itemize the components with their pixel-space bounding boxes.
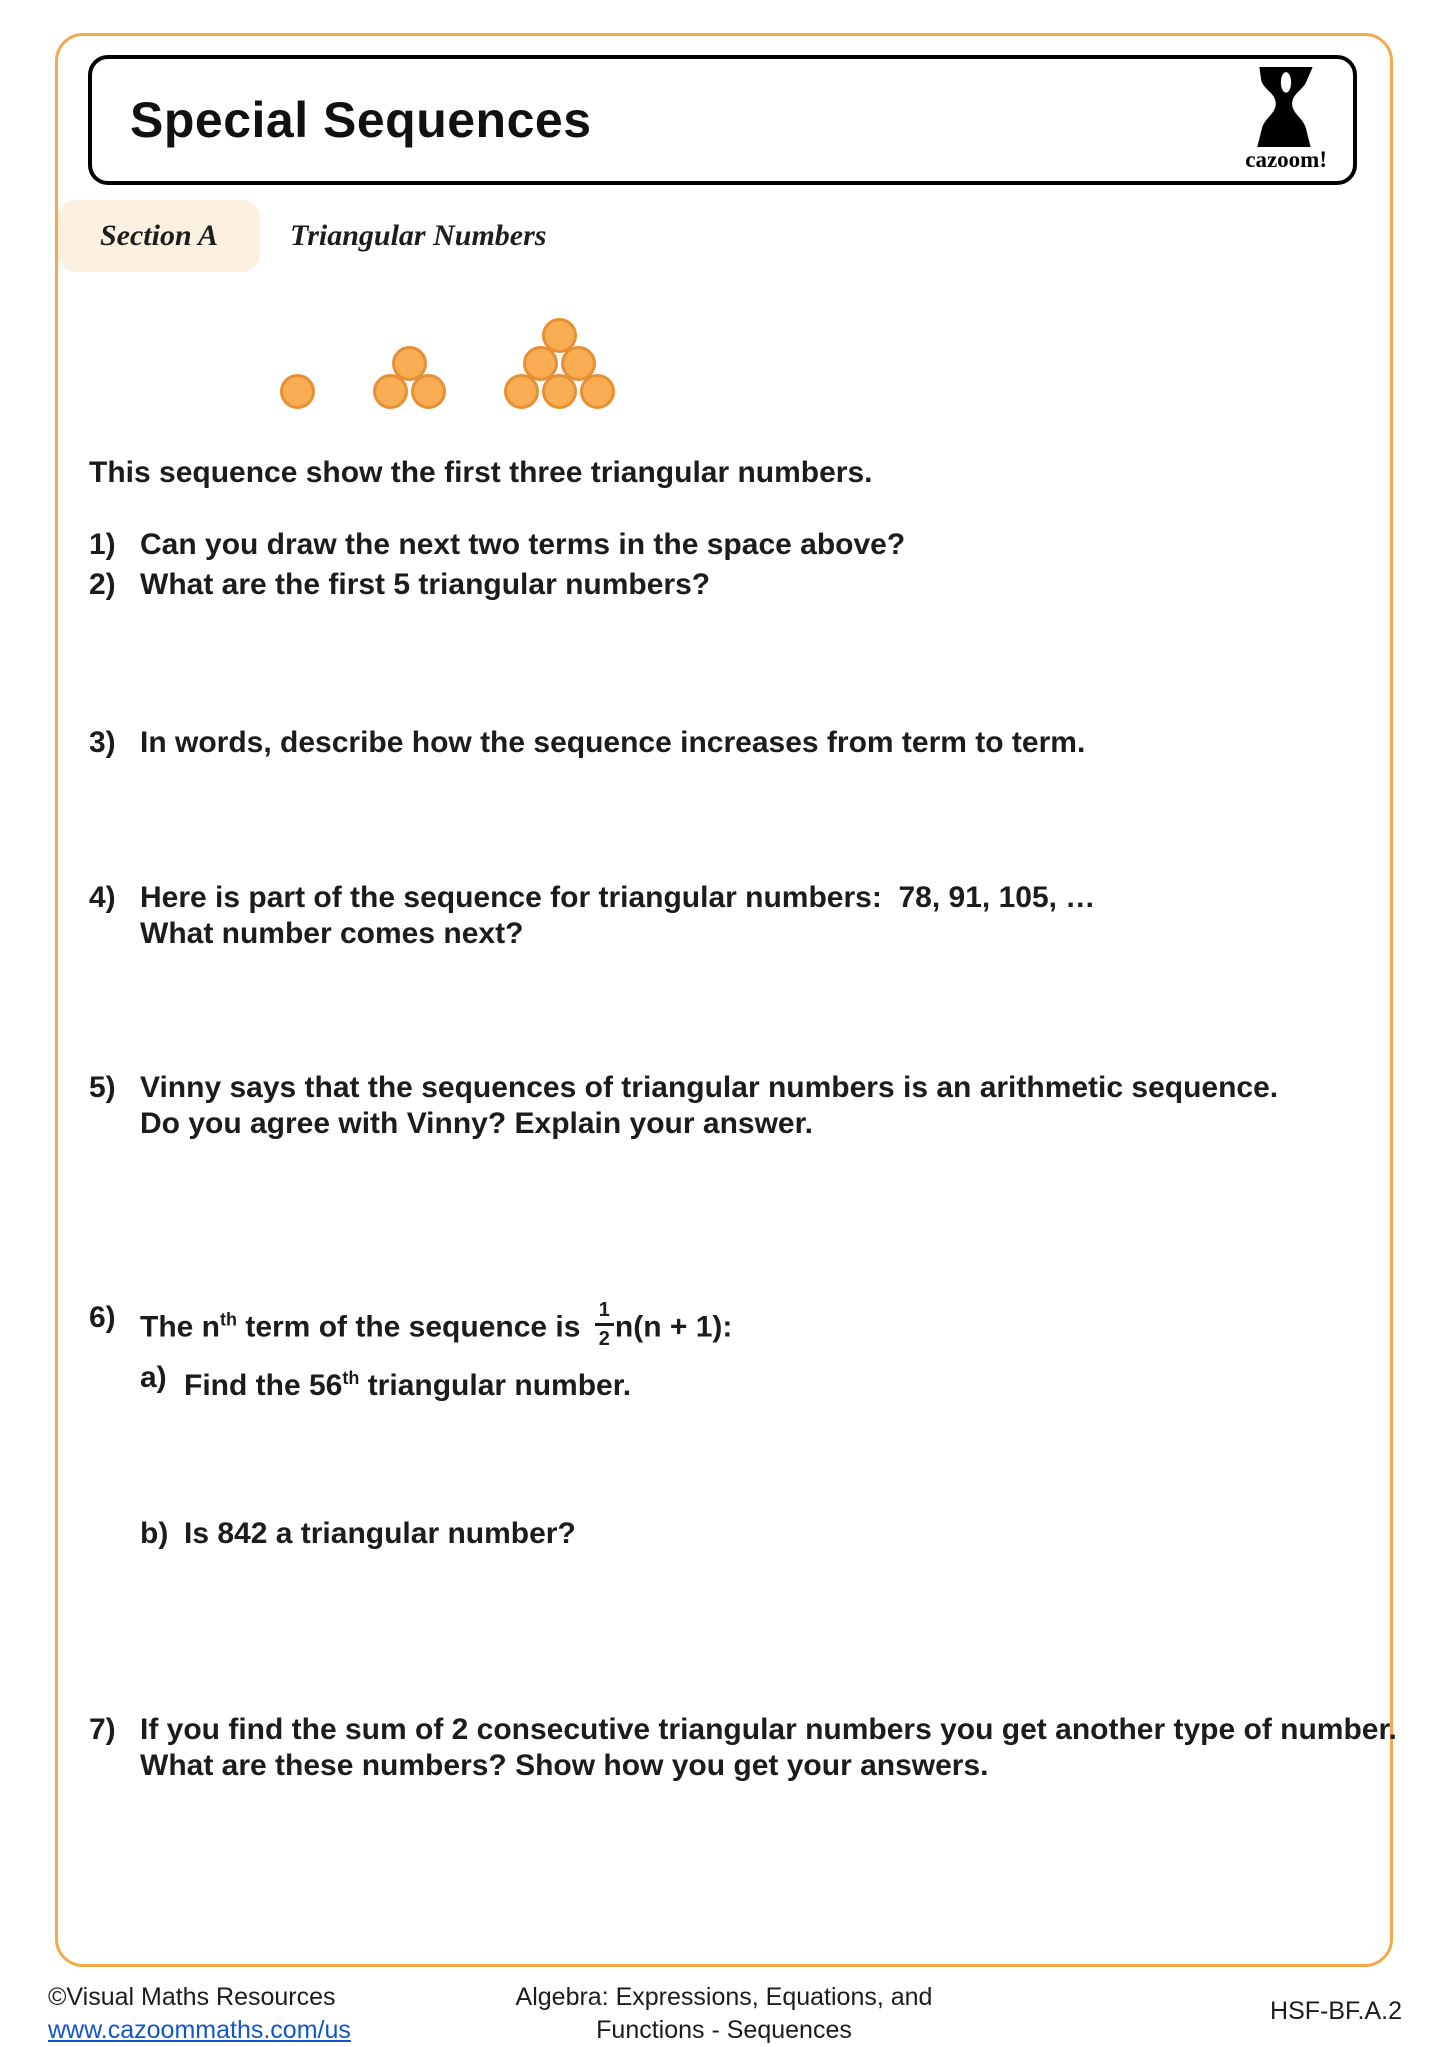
footer-topic-line2: Functions - Sequences	[596, 2016, 852, 2044]
question-4-line2: What number comes next?	[140, 917, 524, 950]
question-6-part2: term of the sequence is	[237, 1310, 589, 1344]
section-label: Section A	[99, 219, 219, 252]
question-4	[89, 880, 1095, 952]
diagram-term-2	[373, 346, 446, 409]
counter-circle	[280, 374, 315, 409]
section-heading	[290, 200, 546, 272]
cazoom-logo	[1245, 67, 1327, 173]
question-4-line1: Here is part of the sequence for triangular numbers: 78, 91, 105, …	[140, 881, 1096, 914]
fraction-denominator: 2	[598, 1328, 610, 1350]
section-heading-text: Triangular Numbers	[290, 219, 547, 252]
question-1-number: 1)	[89, 528, 116, 561]
question-3	[89, 725, 1085, 761]
header	[88, 55, 1357, 185]
fraction-one-half	[595, 1300, 614, 1349]
question-6a-superscript: th	[342, 1368, 360, 1388]
question-6-number: 6)	[89, 1301, 116, 1334]
question-7	[89, 1712, 1397, 1784]
question-6a-part2: triangular number.	[359, 1369, 632, 1402]
copyright-text: ©Visual Maths Resources	[48, 1983, 336, 2011]
standard-code: HSF-BF.A.2	[1270, 1997, 1402, 2025]
question-4-number: 4)	[89, 881, 116, 914]
question-6b-text: Is 842 a triangular number?	[184, 1517, 576, 1550]
question-7-text	[140, 1712, 1397, 1784]
section-badge	[58, 200, 260, 272]
cazoom-logo-text: cazoom!	[1245, 147, 1327, 172]
cazoom-website-link[interactable]: www.cazoommaths.com/us	[48, 2016, 351, 2044]
page-title: Special Sequences	[130, 92, 592, 148]
question-6-part3: n(n + 1):	[614, 1310, 733, 1344]
fraction-numerator: 1	[595, 1300, 614, 1326]
question-5-line1: Vinny says that the sequences of triangular numbers is an arithmetic sequence.	[140, 1071, 1279, 1104]
question-6a	[140, 1360, 631, 1404]
question-2	[89, 567, 710, 603]
question-5-number: 5)	[89, 1071, 116, 1104]
footer-center	[0, 1981, 1448, 2047]
counter-circle	[542, 374, 577, 409]
intro-text: This sequence show the first three triangular numbers.	[89, 456, 873, 489]
diagram-term-3	[504, 318, 615, 409]
question-1	[89, 527, 905, 563]
counter-circle	[373, 374, 408, 409]
counter-circle	[504, 374, 539, 409]
question-5-line2: Do you agree with Vinny? Explain your answer.	[140, 1107, 813, 1140]
question-6a-text	[184, 1360, 631, 1404]
page-border	[55, 33, 1393, 1967]
question-2-number: 2)	[89, 568, 116, 601]
question-3-number: 3)	[89, 726, 116, 759]
triangular-numbers-diagram	[280, 318, 615, 409]
question-1-text: Can you draw the next two terms in the space above?	[140, 528, 906, 561]
counter-circle	[580, 374, 615, 409]
question-6-superscript: th	[220, 1309, 237, 1330]
question-7-line2: What are these numbers? Show how you get your answers.	[140, 1749, 989, 1782]
question-6b	[140, 1516, 576, 1552]
question-6a-part1: Find the 56	[184, 1369, 343, 1402]
question-6a-label: a)	[140, 1361, 167, 1394]
question-6b-label: b)	[140, 1517, 169, 1550]
question-5-text	[140, 1070, 1278, 1142]
diagram-term-1	[280, 374, 315, 409]
question-6-text	[140, 1300, 732, 1357]
question-3-text: In words, describe how the sequence increases from term to term.	[140, 726, 1086, 759]
question-6-part1: The n	[140, 1310, 220, 1344]
question-2-text: What are the first 5 triangular numbers?	[140, 568, 711, 601]
question-5	[89, 1070, 1278, 1142]
footer-topic-line1: Algebra: Expressions, Equations, and	[515, 1983, 933, 2011]
question-4-text	[140, 880, 1095, 952]
counter-circle	[411, 374, 446, 409]
question-7-number: 7)	[89, 1713, 116, 1746]
question-7-line1: If you find the sum of 2 consecutive triangular numbers you get another type of number.	[140, 1713, 1397, 1746]
cazoom-logo-icon	[1255, 67, 1317, 147]
question-6	[89, 1300, 732, 1357]
